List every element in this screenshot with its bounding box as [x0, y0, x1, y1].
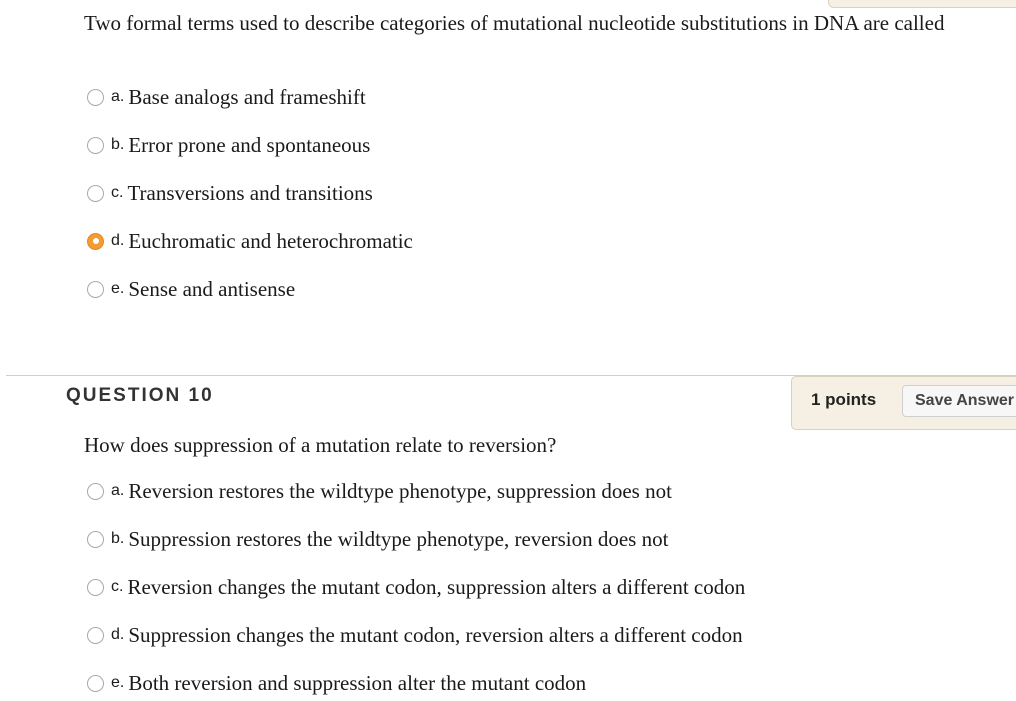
q9-option-c-letter: c. [111, 184, 124, 201]
question-10-text: How does suppression of a mutation relate to reversion? [84, 433, 557, 457]
q9-option-d-text: Euchromatic and heterochromatic [128, 228, 413, 253]
question-9-text: Two formal terms used to describe categories of mutational nucleotide substitutions in DNA are called [84, 11, 945, 35]
q9-option-e-letter: e. [111, 280, 125, 297]
q10-option-e-letter: e. [111, 674, 125, 691]
q9-option-b[interactable] [87, 132, 370, 158]
previous-question-points-panel [828, 0, 1016, 8]
question-10-points: 1 points [811, 390, 877, 409]
q10-radio-c[interactable] [87, 579, 104, 596]
q9-option-a[interactable] [87, 84, 366, 110]
save-answer-button[interactable]: Save Answer [902, 385, 1016, 417]
q10-option-d[interactable] [87, 622, 743, 648]
q9-option-a-text: Base analogs and frameshift [128, 84, 366, 109]
q9-option-e-text: Sense and antisense [128, 276, 296, 301]
q10-option-d-letter: d. [111, 626, 125, 643]
q9-option-a-letter: a. [111, 88, 125, 105]
q10-radio-b[interactable] [87, 531, 104, 548]
q9-option-c[interactable] [87, 180, 373, 206]
q9-option-b-text: Error prone and spontaneous [128, 132, 371, 157]
q10-option-c-letter: c. [111, 578, 124, 595]
q10-option-a-letter: a. [111, 482, 125, 499]
q10-option-c[interactable] [87, 574, 745, 600]
q10-option-b-text: Suppression restores the wildtype phenotype, reversion does not [128, 526, 669, 551]
q10-option-d-text: Suppression changes the mutant codon, reversion alters a different codon [128, 622, 743, 647]
q10-option-b[interactable] [87, 526, 668, 552]
q10-option-a[interactable] [87, 478, 672, 504]
q9-radio-c[interactable] [87, 185, 104, 202]
q10-option-e-text: Both reversion and suppression alter the mutant codon [128, 670, 587, 695]
q10-option-c-text: Reversion changes the mutant codon, suppression alters a different codon [127, 574, 746, 599]
q9-option-e[interactable] [87, 276, 295, 302]
q10-option-e[interactable] [87, 670, 586, 696]
q10-radio-d[interactable] [87, 627, 104, 644]
q10-radio-e[interactable] [87, 675, 104, 692]
question-10-header: QUESTION 10 [66, 385, 214, 406]
q10-option-a-text: Reversion restores the wildtype phenotype, suppression does not [128, 478, 672, 503]
q9-option-d[interactable] [87, 228, 413, 254]
q9-radio-b[interactable] [87, 137, 104, 154]
question-10-points-panel [791, 376, 1016, 430]
q10-radio-a[interactable] [87, 483, 104, 500]
q9-option-b-letter: b. [111, 136, 125, 153]
q9-option-c-text: Transversions and transitions [127, 180, 373, 205]
q9-option-d-letter: d. [111, 232, 125, 249]
q9-radio-a[interactable] [87, 89, 104, 106]
q9-radio-e[interactable] [87, 281, 104, 298]
q9-radio-d-selected[interactable] [87, 233, 104, 250]
q10-option-b-letter: b. [111, 530, 125, 547]
